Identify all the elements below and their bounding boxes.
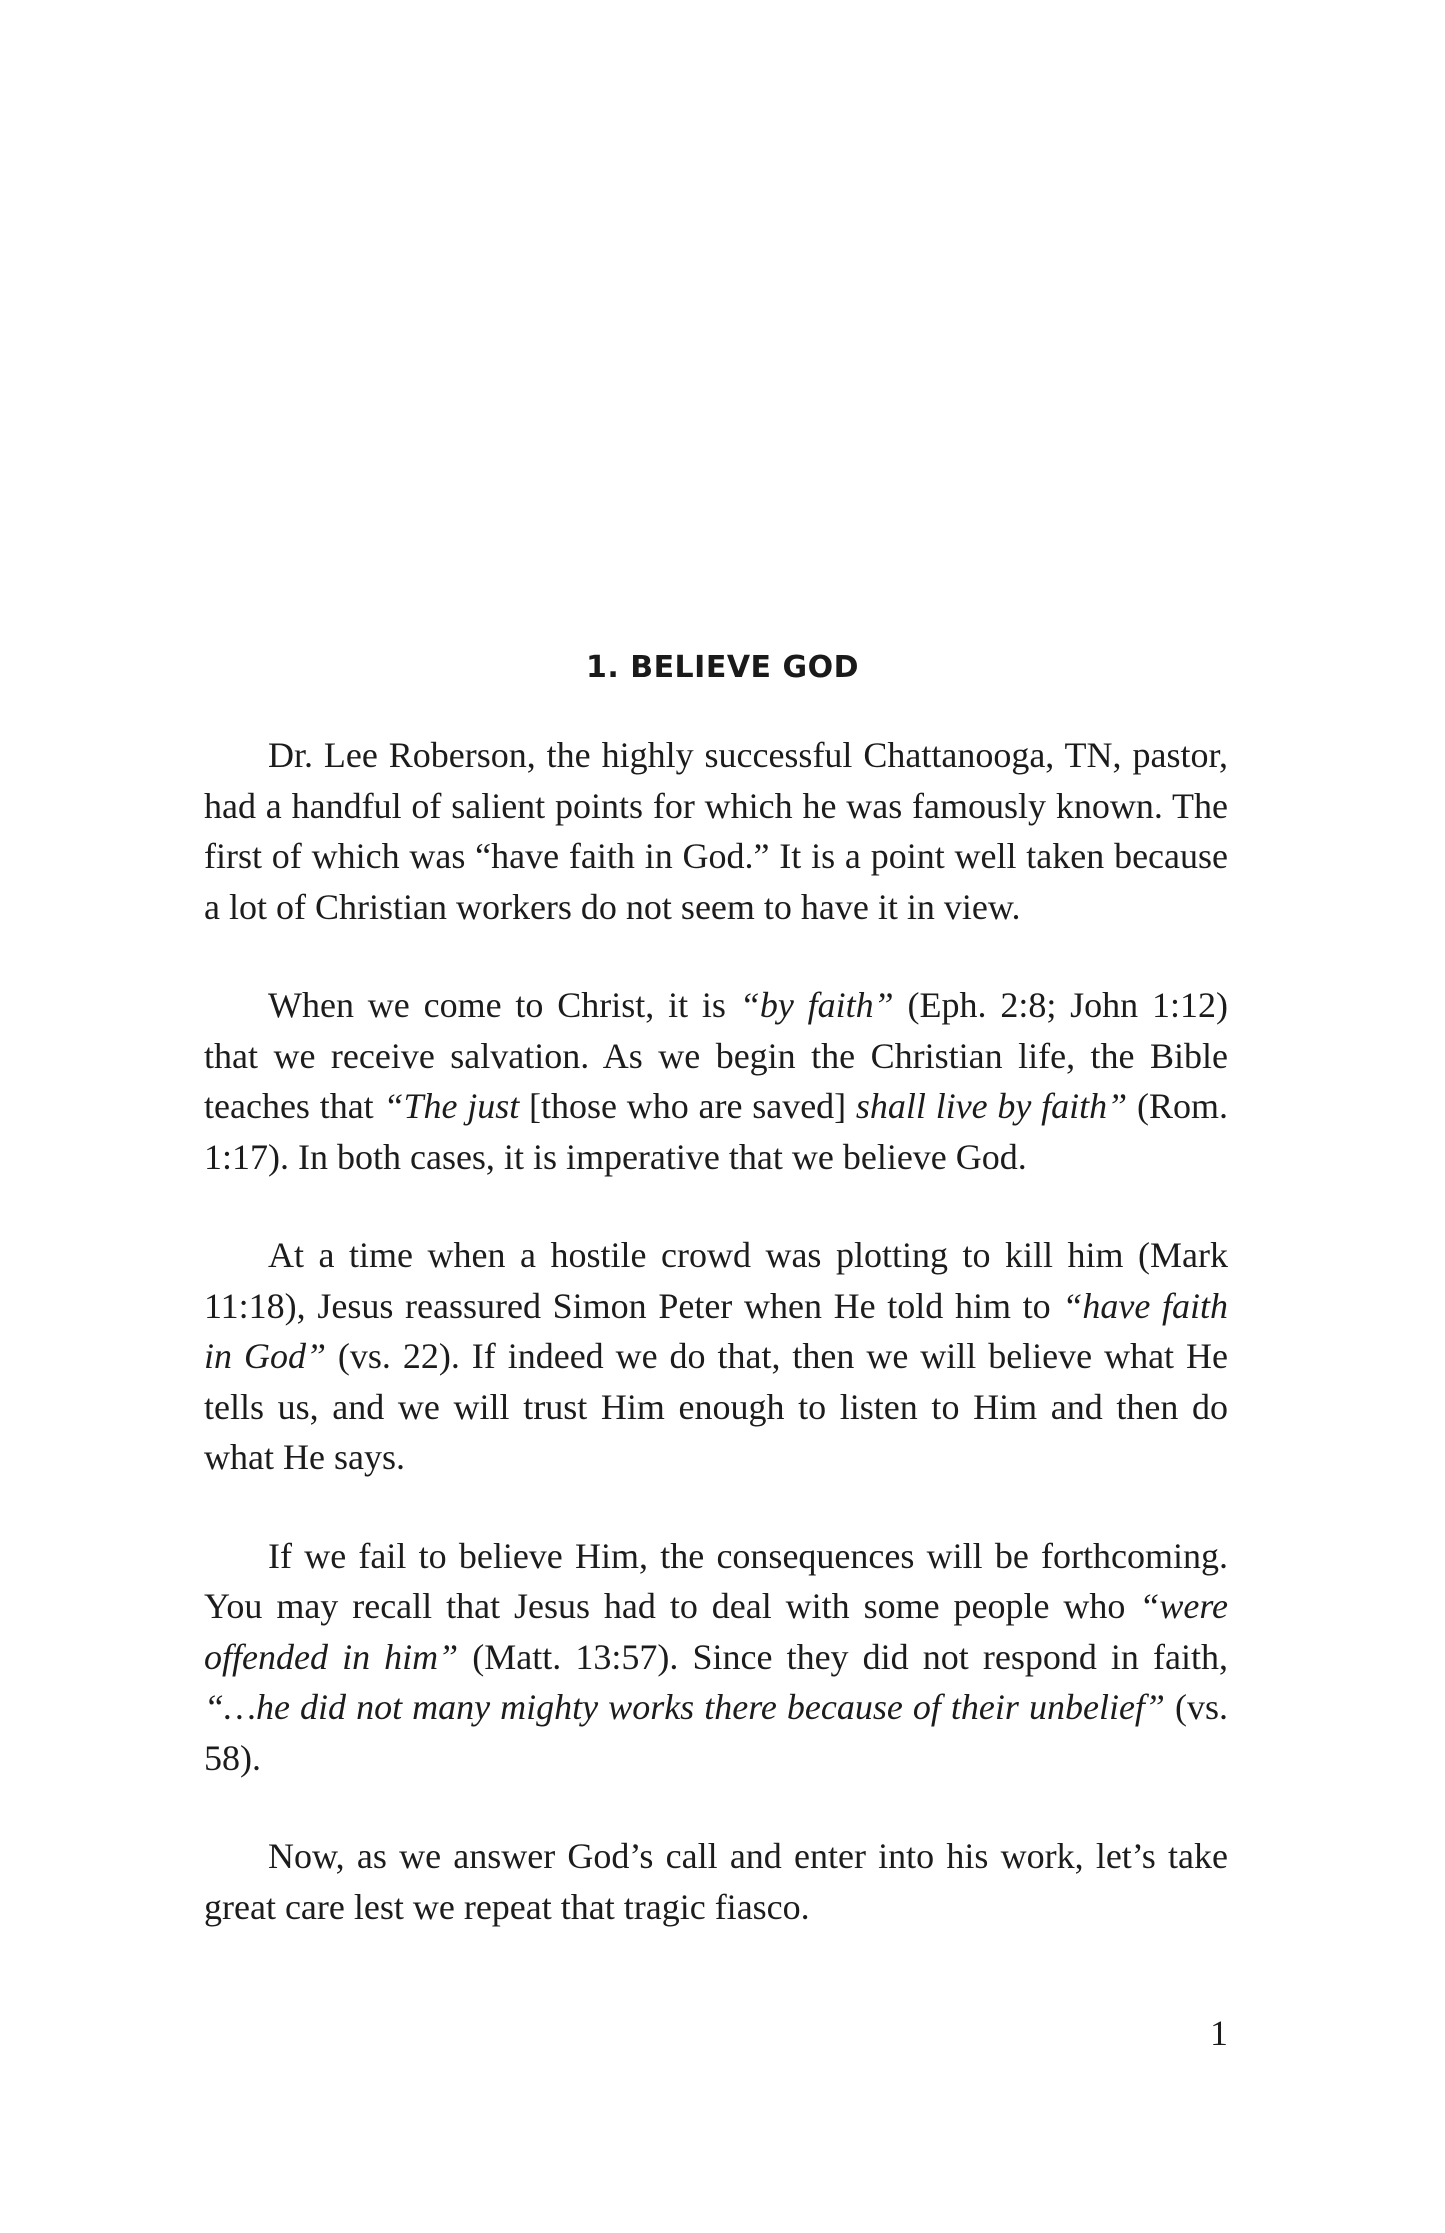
text-run: (Matt. 13:57). Since they did not respond in faith, bbox=[458, 1636, 1229, 1677]
paragraph-5: Now, as we answer God’s call and enter into his work, let’s take great care lest we repeat that tragic fiasco. bbox=[204, 1836, 1228, 1927]
scripture-quote: “by faith” bbox=[739, 985, 894, 1025]
paragraph-1: Dr. Lee Roberson, the highly successful Chattanooga, TN, pastor, had a handful of salient points for which he was famously known. The first of which was “have faith in God.” It is a point well taken because a lot of Christian workers do not seem to have it in view. bbox=[204, 735, 1228, 927]
scripture-quote: “The just bbox=[383, 1086, 520, 1126]
text-run: [those who are saved] bbox=[519, 1086, 856, 1126]
text-run: (vs. 22). If indeed we do that, then we will believe what He tells us, and we will trust Him enough to listen to Him and then do what He says. bbox=[204, 1336, 1228, 1477]
text-run: (Eph. 2:8; John 1:12) that we receive salvation. As we begin the Christian life, the Bible teaches that bbox=[204, 985, 1229, 1126]
scripture-quote: “…he did not many mighty works there because of their unbelief” bbox=[204, 1687, 1165, 1727]
scripture-quote: “were offended in him” bbox=[204, 1586, 1228, 1677]
scripture-quote: shall live by faith” bbox=[855, 1086, 1128, 1126]
text-run: At a time when a hostile crowd was plotting to kill him (Mark 11:18), Jesus reassured Simon Peter when He told him to bbox=[204, 1235, 1228, 1326]
text-run: (Rom. 1:17). In both cases, it is imperative that we believe God. bbox=[204, 1086, 1228, 1177]
paragraph-4 bbox=[204, 1531, 1228, 1784]
scripture-quote: “have faith in God” bbox=[204, 1285, 1228, 1376]
paragraph-2 bbox=[204, 980, 1228, 1182]
paragraph-3 bbox=[204, 1230, 1228, 1483]
page-number: 1 bbox=[1210, 2013, 1228, 2053]
text-run: If we fail to believe Him, the consequences will be forthcoming. You may recall that Jesus had to deal with some people who bbox=[204, 1535, 1228, 1626]
text-run: When we come to Christ, it is bbox=[268, 985, 740, 1025]
text-run: (vs. 58). bbox=[204, 1687, 1228, 1778]
body-text bbox=[204, 730, 1228, 1932]
chapter-title: 1. BELIEVE GOD bbox=[585, 650, 860, 685]
